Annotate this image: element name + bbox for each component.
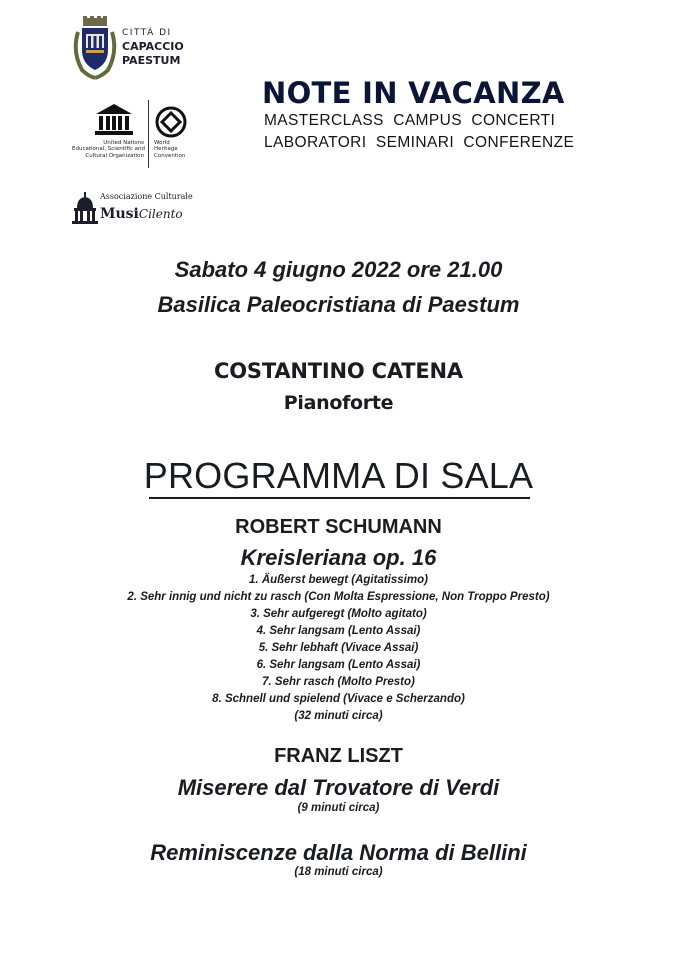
musicilento-name: [100, 203, 183, 222]
capaccio-label-line1: CITTÀ DI: [122, 28, 172, 38]
city-crest-icon: [72, 16, 118, 80]
capaccio-paestum-logo: [72, 16, 202, 80]
whc-line: Convention: [154, 152, 186, 159]
movement-item: 5. Sehr lebhaft (Vivace Assai): [258, 642, 419, 654]
unesco-org-name: [72, 140, 144, 159]
reminiscenze-duration: (18 minuti circa): [294, 866, 383, 878]
event-subtitle-line2: LABORATORI SEMINARI CONFERENZE: [264, 134, 575, 151]
composer-liszt: FRANZ LISZT: [274, 745, 403, 767]
event-subtitle-line1: MASTERCLASS CAMPUS CONCERTI: [264, 112, 556, 129]
movement-item: 1. Äußerst bewegt (Agitatissimo): [249, 574, 428, 586]
unesco-org-line: Cultural Organization: [85, 152, 144, 159]
unesco-world-heritage-logo: [70, 96, 190, 168]
capaccio-label-line3: PAESTUM: [122, 54, 181, 67]
musicilento-logo: [72, 190, 197, 226]
miserere-duration: (9 minuti circa): [297, 802, 380, 814]
world-heritage-emblem-icon: [154, 106, 188, 138]
composer-schumann: ROBERT SCHUMANN: [235, 516, 442, 538]
logo-divider: [148, 100, 149, 168]
movement-item: 4. Sehr langsam (Lento Assai): [256, 625, 421, 637]
performer-name: COSTANTINO CATENA: [214, 359, 463, 383]
whc-label: [154, 140, 185, 159]
event-date: Sabato 4 giugno 2022 ore 21.00: [174, 257, 503, 282]
work-reminiscenze: Reminiscenze dalla Norma di Bellini: [150, 840, 527, 865]
movement-item: 6. Sehr langsam (Lento Assai): [256, 659, 421, 671]
musicilento-name-part1: Musi: [100, 206, 139, 222]
program-heading: PROGRAMMA DI SALA: [143, 455, 534, 496]
unesco-org-line: United Nations: [103, 140, 144, 146]
work-miserere: Miserere dal Trovatore di Verdi: [177, 775, 500, 800]
event-title: NOTE IN VACANZA: [262, 76, 565, 110]
movement-item: 8. Schnell und spielend (Vivace e Scherzando): [212, 693, 465, 705]
performer-instrument: Pianoforte: [283, 392, 394, 414]
whc-line: World: [154, 140, 170, 146]
musicilento-name-part2: Cilento: [138, 207, 183, 221]
event-venue: Basilica Paleocristiana di Paestum: [157, 292, 520, 317]
movement-item: 7. Sehr rasch (Molto Presto): [262, 676, 415, 688]
work-kreisleriana: Kreisleriana op. 16: [240, 545, 437, 570]
unesco-temple-icon: [94, 104, 134, 136]
schumann-duration: (32 minuti circa): [294, 710, 383, 722]
movement-item: 3. Sehr aufgeregt (Molto agitato): [250, 608, 427, 620]
whc-line: Heritage: [154, 146, 178, 153]
musicilento-association-label: Associazione Culturale: [100, 192, 193, 201]
movement-item: 2. Sehr innig und nicht zu rasch (Con Molta Espressione, Non Troppo Presto): [127, 591, 550, 603]
dome-building-icon: [72, 192, 98, 224]
program-heading-underline: [149, 497, 530, 499]
unesco-org-line: Educational, Scientific and: [72, 146, 145, 153]
capaccio-label-line2: CAPACCIO: [122, 40, 184, 53]
